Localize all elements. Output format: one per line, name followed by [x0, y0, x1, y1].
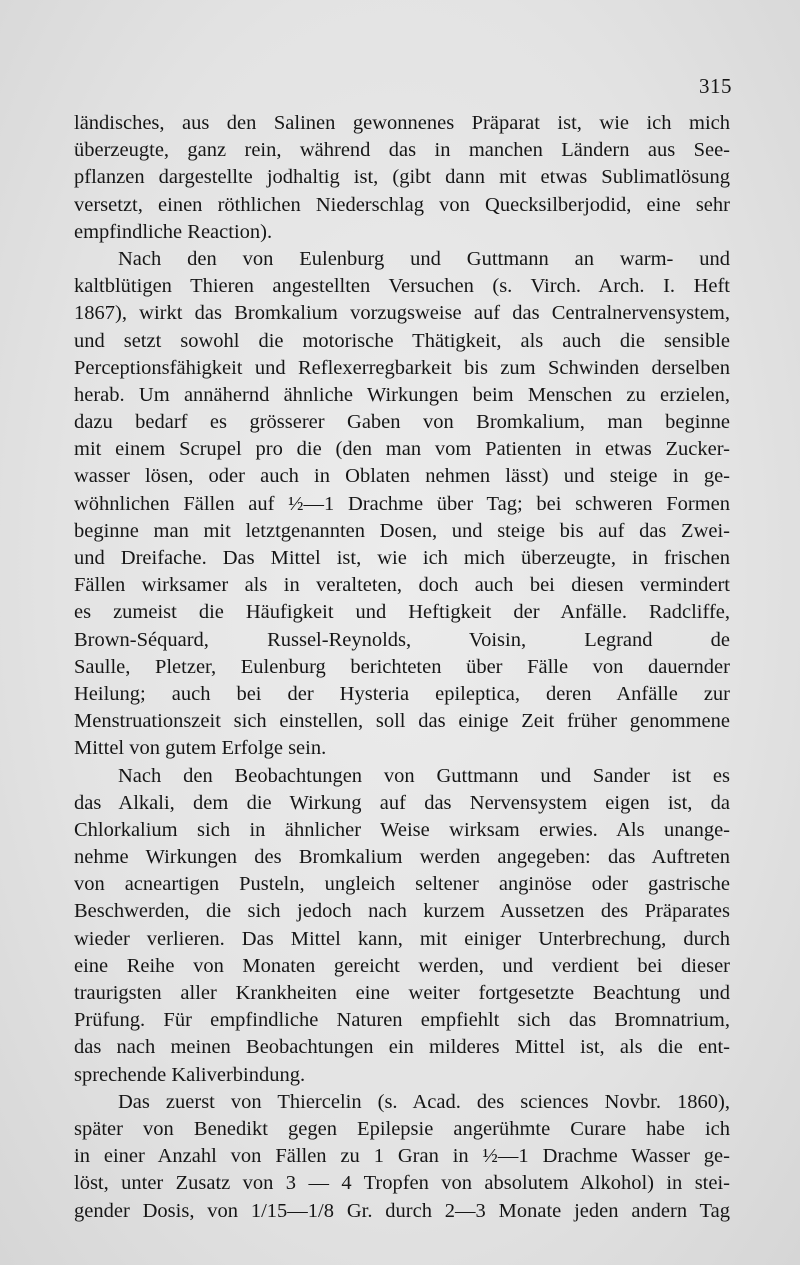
- text-line: nehme Wirkungen des Bromkalium werden angegeben: das Auftreten: [74, 846, 730, 869]
- text-line: es zumeist die Häufigkeit und Heftigkeit der Anfälle. Radcliffe,: [74, 601, 730, 624]
- text-line: Brown-Séquard, Russel-Reynolds, Voisin, Legrand de: [74, 628, 730, 651]
- text-line: empfindliche Reaction).: [74, 220, 273, 243]
- text-line: traurigsten aller Krankheiten eine weiter fortgesetzte Beachtung und: [74, 982, 730, 1004]
- text-line: löst, unter Zusatz von 3 — 4 Tropfen von absolutem Alkohol) in stei-: [74, 1172, 730, 1195]
- text-line: das nach meinen Beobachtungen ein milderes Mittel ist, als die ent-: [74, 1036, 730, 1059]
- text-line: dazu bedarf es grösserer Gaben von Bromkalium, man beginne: [74, 411, 730, 434]
- text-line: und setzt sowohl die motorische Thätigkeit, als auch die sensible: [74, 329, 730, 352]
- text-line: Perceptionsfähigkeit und Reflexerregbarkeit bis zum Schwinden derselben: [74, 356, 730, 379]
- text-line: und Dreifache. Das Mittel ist, wie ich mich überzeugte, in frischen: [74, 547, 730, 569]
- text-line: später von Benedikt gegen Epilepsie angerühmte Curare habe ich: [74, 1117, 730, 1140]
- text-line: ländisches, aus den Salinen gewonnenes Präparat ist, wie ich mich: [74, 112, 730, 134]
- text-line: pflanzen dargestellte jodhaltig ist, (gibt dann mit etwas Sublimatlösung: [74, 166, 730, 189]
- text-line: wasser lösen, oder auch in Oblaten nehmen lässt) und steige in ge-: [74, 465, 730, 488]
- text-line: herab. Um annähernd ähnliche Wirkungen beim Menschen zu erzielen,: [74, 383, 730, 406]
- text-line: überzeugte, ganz rein, während das in manchen Ländern aus See-: [74, 139, 730, 162]
- text-line: kaltblütigen Thieren angestellten Versuchen (s. Virch. Arch. I. Heft: [74, 275, 730, 298]
- text-line: von acneartigen Pusteln, ungleich seltener anginöse oder gastrische: [74, 873, 730, 896]
- text-line: wöhnlichen Fällen auf ½—1 Drachme über Tag; bei schweren Formen: [74, 492, 730, 515]
- text-line: Fällen wirksamer als in veralteten, doch auch bei diesen vermindert: [74, 574, 730, 597]
- text-line: beginne man mit letztgenannten Dosen, und steige bis auf das Zwei-: [74, 519, 730, 542]
- text-line: Prüfung. Für empfindliche Naturen empfiehlt sich das Bromnatrium,: [74, 1009, 730, 1032]
- text-line: eine Reihe von Monaten gereicht werden, und verdient bei dieser: [74, 954, 730, 977]
- text-line: Saulle, Pletzer, Eulenburg berichteten über Fälle von dauernder: [74, 655, 730, 678]
- text-line: wieder verlieren. Das Mittel kann, mit einiger Unterbrechung, durch: [74, 927, 730, 950]
- text-line: Mittel von gutem Erfolge sein.: [74, 737, 327, 760]
- text-line: Chlorkalium sich in ähnlicher Weise wirksam erwies. Als unange-: [74, 818, 730, 841]
- text-line: Beschwerden, die sich jedoch nach kurzem Aussetzen des Präparates: [74, 900, 730, 923]
- text-line: Das zuerst von Thiercelin (s. Acad. des sciences Novbr. 1860),: [118, 1090, 730, 1113]
- text-line: 1867), wirkt das Bromkalium vorzugsweise auf das Centralnervensystem,: [74, 302, 730, 325]
- text-line: Menstruationszeit sich einstellen, soll das einige Zeit früher genommene: [74, 710, 730, 733]
- text-line: gender Dosis, von 1/15—1/8 Gr. durch 2—3 Monate jeden andern Tag: [74, 1199, 730, 1222]
- text-line: Heilung; auch bei der Hysteria epileptica, deren Anfälle zur: [74, 682, 730, 705]
- page-number: 315: [699, 74, 732, 98]
- text-line: versetzt, einen röthlichen Niederschlag von Quecksilberjodid, eine sehr: [74, 193, 730, 216]
- body-text: [74, 110, 730, 1225]
- text-line: Nach den von Eulenburg und Guttmann an warm- und: [118, 247, 730, 270]
- text-line: mit einem Scrupel pro die (den man vom Patienten in etwas Zucker-: [74, 438, 730, 461]
- text-line: das Alkali, dem die Wirkung auf das Nervensystem eigen ist, da: [74, 791, 730, 814]
- text-line: in einer Anzahl von Fällen zu 1 Gran in ½—1 Drachme Wasser ge-: [74, 1145, 730, 1168]
- text-line: Nach den Beobachtungen von Guttmann und Sander ist es: [118, 764, 730, 787]
- text-line: sprechende Kaliverbindung.: [74, 1063, 306, 1086]
